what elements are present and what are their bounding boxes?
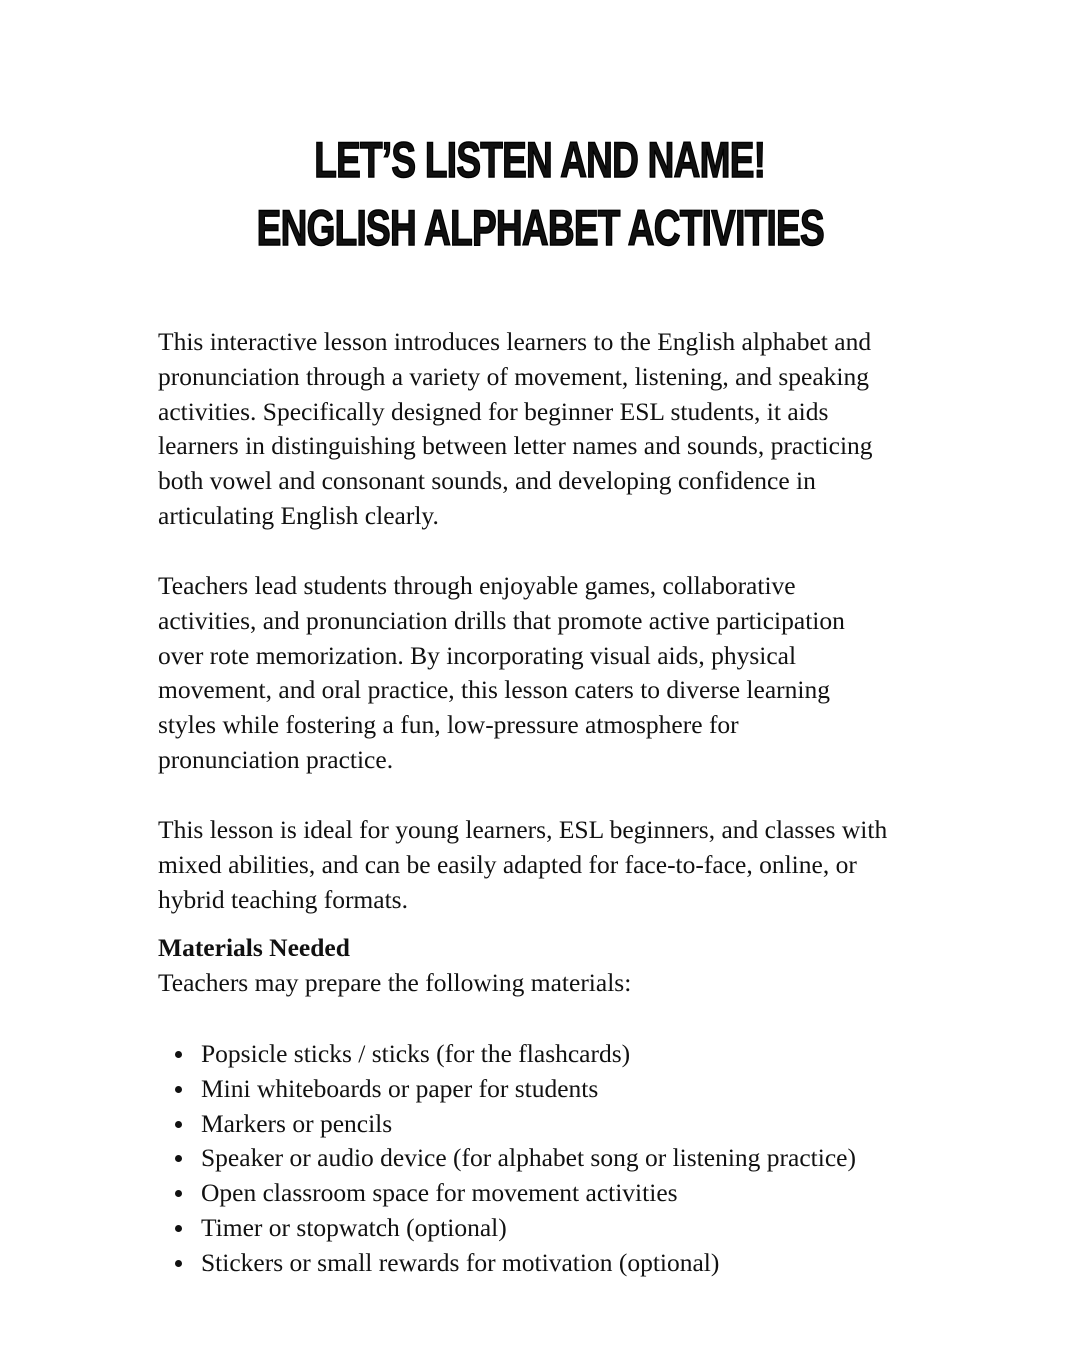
text-line: activities, and pronunciation drills that promote active participation	[158, 605, 845, 635]
page-title	[0, 126, 1080, 262]
list-item: Mini whiteboards or paper for students	[158, 1072, 856, 1107]
text-line: articulating English clearly.	[158, 500, 439, 530]
text-line: learners in distinguishing between letter names and sounds, practicing	[158, 431, 873, 461]
materials-intro: Teachers may prepare the following materials:	[158, 967, 632, 997]
title-line-2: ENGLISH ALPHABET ACTIVITIES	[256, 200, 824, 256]
paragraph-teachers	[158, 569, 845, 778]
text-line: both vowel and consonant sounds, and developing confidence in	[158, 466, 816, 496]
text-line: activities. Specifically designed for beginner ESL students, it aids	[158, 396, 829, 426]
text-line: Teachers lead students through enjoyable games, collaborative	[158, 571, 796, 600]
list-item: Stickers or small rewards for motivation (optional)	[158, 1246, 856, 1281]
text-line: This lesson is ideal for young learners, ESL beginners, and classes with	[158, 815, 888, 844]
text-line: hybrid teaching formats.	[158, 884, 408, 914]
list-item: Timer or stopwatch (optional)	[158, 1211, 856, 1246]
list-item: Open classroom space for movement activities	[158, 1176, 856, 1211]
materials-list	[158, 1037, 856, 1281]
text-line: over rote memorization. By incorporating visual aids, physical	[158, 640, 797, 670]
text-line: pronunciation through a variety of movement, listening, and speaking	[158, 361, 869, 391]
materials-heading: Materials Needed	[158, 933, 350, 962]
materials-section	[158, 931, 631, 1001]
text-line: mixed abilities, and can be easily adapted for face-to-face, online, or	[158, 849, 857, 879]
text-line: pronunciation practice.	[158, 744, 394, 774]
text-line: movement, and oral practice, this lesson caters to diverse learning	[158, 675, 830, 705]
title-line-1: LET’S LISTEN AND NAME!	[314, 132, 766, 188]
paragraph-intro	[158, 325, 873, 534]
list-item: Speaker or audio device (for alphabet song or listening practice)	[158, 1141, 856, 1176]
list-item: Popsicle sticks / sticks (for the flashcards)	[158, 1037, 856, 1072]
paragraph-audience	[158, 813, 887, 917]
text-line: This interactive lesson introduces learners to the English alphabet and	[158, 327, 872, 356]
text-line: styles while fostering a fun, low-pressure atmosphere for	[158, 710, 739, 740]
materials-list-wrapper	[158, 1037, 856, 1281]
list-item: Markers or pencils	[158, 1107, 856, 1142]
